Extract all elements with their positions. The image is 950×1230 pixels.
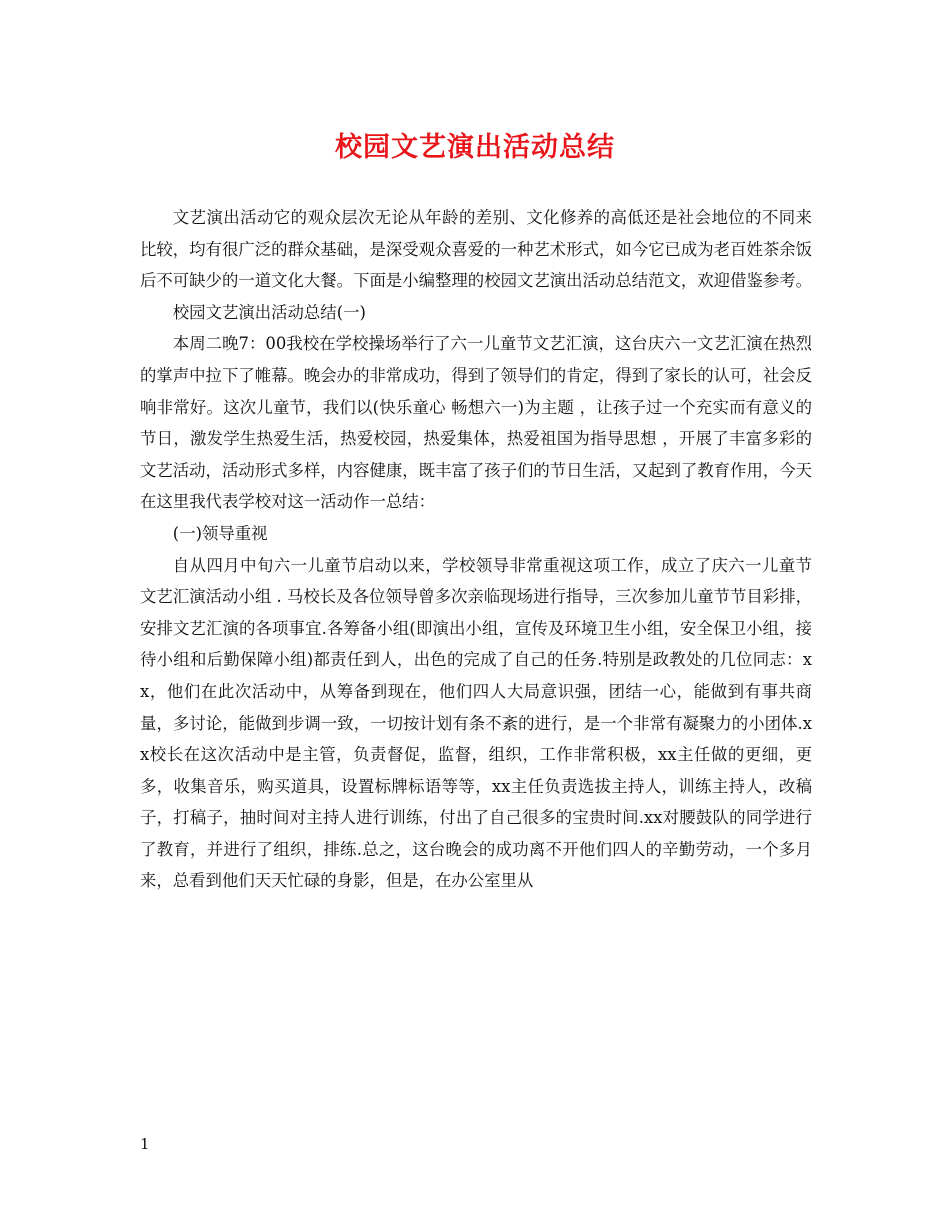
document-title: 校园文艺演出活动总结 <box>335 132 615 163</box>
paragraph-subheading-leadership: (一)领导重视 <box>172 523 268 543</box>
paragraph-section-heading: 校园文艺演出活动总结(一) <box>172 302 366 322</box>
paragraph-intro: 文艺演出活动它的观众层次无论从年龄的差别、文化修养的高低还是社会地位的不同来比较，均有很广泛的群众基础，是深受观众喜爱的一种艺术形式，如今它已成为老百姓茶余饭后不可缺少的一道文化大餐。下面是小编整理的校园文艺演出活动总结范文，欢迎借鉴参考。 <box>140 208 813 291</box>
paragraph-leadership-details: 自从四月中旬六一儿童节启动以来，学校领导非常重视这项工作，成立了庆六一儿童节文艺汇演活动小组 . 马校长及各位领导曾多次亲临现场进行指导，三次参加儿童节节目彩排，安排文艺汇演的各项事宜.各筹备小组(即演出小组，宣传及环境卫生小组，安全保卫小组，接待小组和后勤保障小组)都责任到人，出色的完成了自己的任务.特别是政教处的几位同志：xx，他们在此次活动中，从筹备到现在，他们四人大局意识强，团结一心，能做到有事共商量，多讨论，能做到步调一致，一切按计划有条不紊的进行，是一个非常有凝聚力的小团体.xx校长在这次活动中是主管，负责督促，监督，组织，工作非常积极，xx主任做的更细，更多，收集音乐，购买道具，设置标牌标语等等，xx主任负责选拔主持人，训练主持人，改稿子，打稿子，抽时间对主持人进行训练，付出了自己很多的宝贵时间.xx对腰鼓队的同学进行了教育，并进行了组织，排练.总之，这台晚会的成功离不开他们四人的辛勤劳动，一个多月来，总看到他们天天忙碌的身影，但是，在办公室里从 <box>140 555 812 891</box>
paragraph-event-summary: 本周二晚7：00我校在学校操场举行了六一儿童节文艺汇演，这台庆六一文艺汇演在热烈的掌声中拉下了帷幕。晚会办的非常成功，得到了领导们的肯定，得到了家长的认可，社会反响非常好。这次儿童节，我们以(快乐童心 畅想六一)为主题 ，让孩子过一个充实而有意义的节日，激发学生热爱生活，热爱校园，热爱集体，热爱祖国为指导思想 ，开展了丰富多彩的文艺活动，活动形式多样，内容健康，既丰富了孩子们的节日生活，又起到了教育作用，今天在这里我代表学校对这一活动作一总结： <box>140 334 813 512</box>
page-number: 1 <box>140 1135 150 1153</box>
document-body <box>140 202 812 897</box>
